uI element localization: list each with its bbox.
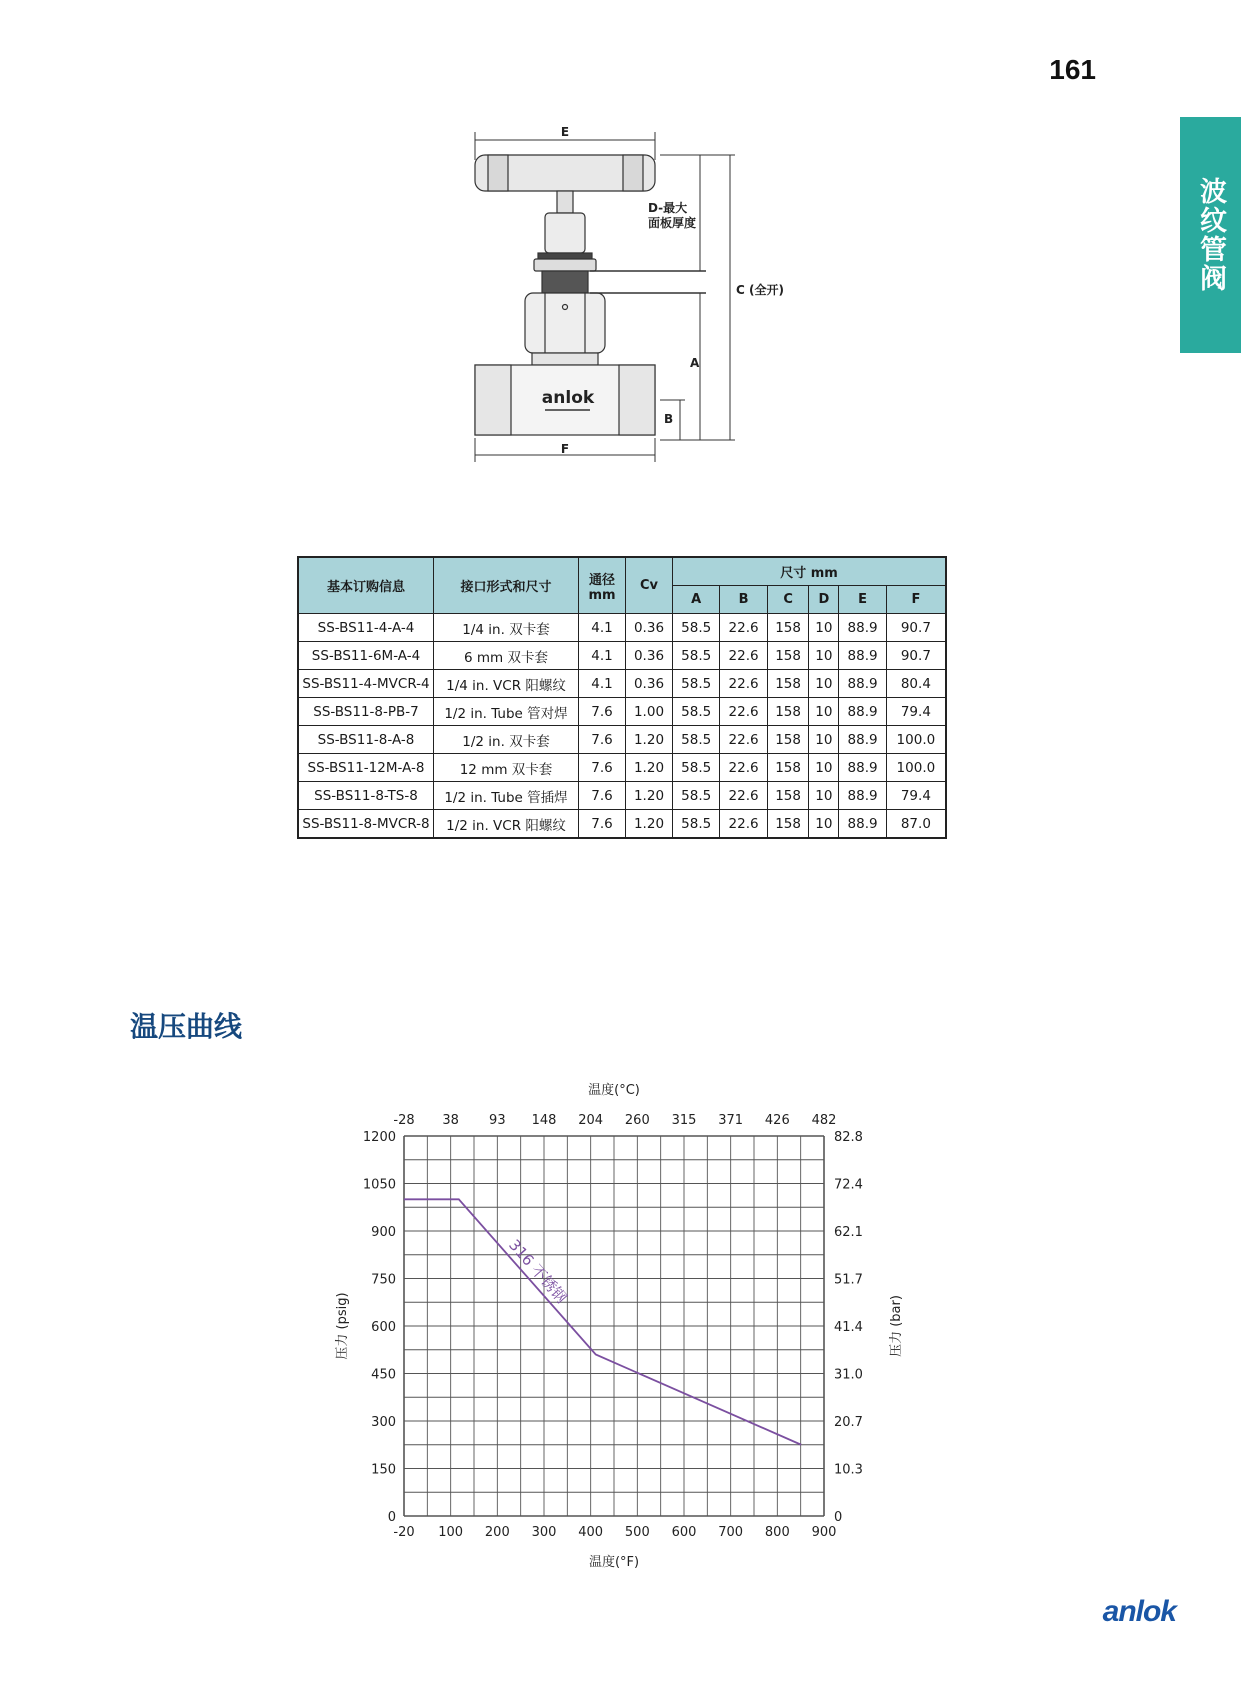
y2-axis-label: 压力 (bar) <box>889 1295 904 1357</box>
cell-connection: 1/2 in. 双卡套 <box>434 726 579 754</box>
y2-tick-label: 82.8 <box>834 1130 863 1145</box>
table-body <box>298 614 946 839</box>
x2-tick-label: -28 <box>393 1113 415 1128</box>
cell-orifice: 4.1 <box>579 614 626 642</box>
cell-c: 158 <box>767 670 809 698</box>
x-tick-label: -20 <box>393 1525 415 1540</box>
section-tab <box>1180 117 1241 353</box>
x2-tick-label: 260 <box>624 1113 650 1128</box>
cell-a: 58.5 <box>673 754 720 782</box>
cell-b: 22.6 <box>720 810 767 839</box>
cell-part: SS-BS11-8-A-8 <box>298 726 434 754</box>
table-row <box>298 698 946 726</box>
x2-axis-label: 温度(°C) <box>588 1083 640 1098</box>
cell-part: SS-BS11-12M-A-8 <box>298 754 434 782</box>
dim-label-d-2: 面板厚度 <box>648 216 697 230</box>
y-tick-label: 600 <box>371 1320 396 1335</box>
table-row <box>298 614 946 642</box>
header-cv: Cv <box>626 557 673 614</box>
y-tick-label: 150 <box>371 1462 396 1478</box>
header-orifice-line2: mm <box>588 587 616 603</box>
brand-logo: anlok <box>1102 1595 1176 1628</box>
cell-b: 22.6 <box>720 754 767 782</box>
header-dims: 尺寸 mm <box>673 557 947 586</box>
cell-cv: 0.36 <box>626 614 673 642</box>
cell-e: 88.9 <box>839 614 886 642</box>
cell-c: 158 <box>767 642 809 670</box>
cell-connection: 6 mm 双卡套 <box>434 642 579 670</box>
cell-cv: 1.20 <box>626 782 673 810</box>
y2-tick-label: 31.0 <box>834 1367 863 1383</box>
dim-label-d-1: D-最大 <box>648 201 688 215</box>
cell-connection: 1/4 in. 双卡套 <box>434 614 579 642</box>
x2-tick-label: 93 <box>489 1113 506 1128</box>
x2-tick-label: 371 <box>718 1113 744 1128</box>
cell-d: 10 <box>809 698 839 726</box>
cell-f: 100.0 <box>886 754 946 782</box>
y2-tick-label: 0 <box>834 1510 843 1525</box>
series-line <box>404 1199 801 1444</box>
cell-cv: 1.20 <box>626 754 673 782</box>
y2-tick-label: 41.4 <box>834 1320 863 1335</box>
y-tick-label: 900 <box>371 1225 396 1240</box>
cell-orifice: 7.6 <box>579 726 626 754</box>
x2-tick-label: 482 <box>811 1113 837 1128</box>
cell-part: SS-BS11-8-MVCR-8 <box>298 810 434 839</box>
x2-tick-label: 426 <box>764 1113 790 1128</box>
cell-e: 88.9 <box>839 670 886 698</box>
valve-dimension-drawing <box>460 120 830 465</box>
y-tick-label: 750 <box>371 1272 396 1288</box>
x-tick-label: 600 <box>671 1525 697 1540</box>
cell-orifice: 7.6 <box>579 810 626 839</box>
x2-tick-label: 315 <box>671 1113 697 1128</box>
cell-c: 158 <box>767 810 809 839</box>
cell-e: 88.9 <box>839 810 886 839</box>
cell-connection: 1/2 in. Tube 管插焊 <box>434 782 579 810</box>
y-tick-label: 450 <box>371 1367 396 1383</box>
cell-f: 100.0 <box>886 726 946 754</box>
y-tick-label: 300 <box>371 1415 396 1430</box>
y-tick-label: 1050 <box>362 1177 396 1193</box>
pressure-temperature-chart <box>320 1070 920 1580</box>
x-tick-label: 500 <box>624 1525 650 1540</box>
cell-a: 58.5 <box>673 810 720 839</box>
cell-connection: 1/2 in. VCR 阳螺纹 <box>434 810 579 839</box>
y-tick-label: 0 <box>387 1510 396 1525</box>
header-orifice-line1: 通径 <box>588 572 615 588</box>
cell-e: 88.9 <box>839 726 886 754</box>
cell-orifice: 7.6 <box>579 782 626 810</box>
cell-a: 58.5 <box>673 782 720 810</box>
cell-part: SS-BS11-8-PB-7 <box>298 698 434 726</box>
cell-e: 88.9 <box>839 642 886 670</box>
cell-f: 80.4 <box>886 670 946 698</box>
cell-d: 10 <box>809 614 839 642</box>
table-row <box>298 670 946 698</box>
dim-label-a: A <box>690 356 700 370</box>
cell-f: 79.4 <box>886 782 946 810</box>
x-tick-label: 800 <box>764 1525 790 1540</box>
cell-d: 10 <box>809 670 839 698</box>
cell-b: 22.6 <box>720 642 767 670</box>
header-part: 基本订购信息 <box>298 557 434 614</box>
cell-f: 79.4 <box>886 698 946 726</box>
y2-tick-label: 51.7 <box>834 1272 863 1288</box>
cell-b: 22.6 <box>720 698 767 726</box>
header-connection: 接口形式和尺寸 <box>434 557 579 614</box>
dim-label-b: B <box>664 412 674 426</box>
dim-label-c: C (全开) <box>736 283 784 297</box>
y2-tick-label: 62.1 <box>834 1225 863 1240</box>
cell-c: 158 <box>767 698 809 726</box>
table-row <box>298 754 946 782</box>
header-f: F <box>886 586 946 614</box>
series-label: 316 不锈钢 <box>505 1236 571 1307</box>
cell-a: 58.5 <box>673 614 720 642</box>
cell-c: 158 <box>767 614 809 642</box>
cell-d: 10 <box>809 782 839 810</box>
dim-label-e: E <box>560 125 570 139</box>
cell-connection: 1/2 in. Tube 管对焊 <box>434 698 579 726</box>
cell-b: 22.6 <box>720 782 767 810</box>
header-c: C <box>767 586 809 614</box>
cell-a: 58.5 <box>673 670 720 698</box>
cell-cv: 1.20 <box>626 726 673 754</box>
cell-c: 158 <box>767 782 809 810</box>
y-tick-label: 1200 <box>362 1130 396 1145</box>
cell-d: 10 <box>809 754 839 782</box>
table-row <box>298 726 946 754</box>
cell-cv: 1.00 <box>626 698 673 726</box>
valve-logo: anlok <box>541 388 595 408</box>
cell-c: 158 <box>767 726 809 754</box>
y2-tick-label: 20.7 <box>834 1415 863 1430</box>
header-orifice <box>579 557 626 614</box>
cell-d: 10 <box>809 726 839 754</box>
cell-b: 22.6 <box>720 614 767 642</box>
header-e: E <box>839 586 886 614</box>
cell-f: 87.0 <box>886 810 946 839</box>
table-row <box>298 782 946 810</box>
section-tab-label: 波纹管阀 <box>1195 177 1226 293</box>
cell-part: SS-BS11-4-A-4 <box>298 614 434 642</box>
cell-a: 58.5 <box>673 642 720 670</box>
x2-tick-label: 38 <box>442 1113 459 1128</box>
table-row <box>298 642 946 670</box>
cell-part: SS-BS11-8-TS-8 <box>298 782 434 810</box>
cell-cv: 0.36 <box>626 670 673 698</box>
x-tick-label: 200 <box>484 1525 510 1540</box>
cell-orifice: 4.1 <box>579 642 626 670</box>
table-row <box>298 810 946 839</box>
cell-cv: 1.20 <box>626 810 673 839</box>
cell-connection: 1/4 in. VCR 阳螺纹 <box>434 670 579 698</box>
page-number: 161 <box>1049 54 1096 85</box>
x-tick-label: 900 <box>811 1525 837 1540</box>
cell-d: 10 <box>809 810 839 839</box>
cell-part: SS-BS11-4-MVCR-4 <box>298 670 434 698</box>
cell-e: 88.9 <box>839 754 886 782</box>
header-d: D <box>809 586 839 614</box>
cell-orifice: 7.6 <box>579 698 626 726</box>
cell-c: 158 <box>767 754 809 782</box>
cell-orifice: 7.6 <box>579 754 626 782</box>
cell-a: 58.5 <box>673 726 720 754</box>
cell-cv: 0.36 <box>626 642 673 670</box>
x-axis-label: 温度(°F) <box>588 1555 640 1570</box>
cell-a: 58.5 <box>673 698 720 726</box>
y-axis-label: 压力 (psig) <box>335 1292 350 1360</box>
header-b: B <box>720 586 767 614</box>
y2-tick-label: 72.4 <box>834 1177 863 1193</box>
x-tick-label: 700 <box>718 1525 744 1540</box>
header-a: A <box>673 586 720 614</box>
cell-part: SS-BS11-6M-A-4 <box>298 642 434 670</box>
x2-tick-label: 204 <box>578 1113 604 1128</box>
x-tick-label: 100 <box>438 1525 464 1540</box>
cell-orifice: 4.1 <box>579 670 626 698</box>
x2-tick-label: 148 <box>531 1113 557 1128</box>
x-tick-label: 400 <box>578 1525 604 1540</box>
x-tick-label: 300 <box>531 1525 557 1540</box>
dim-label-f: F <box>560 442 570 456</box>
cell-e: 88.9 <box>839 782 886 810</box>
ordering-table <box>297 556 947 839</box>
y2-tick-label: 10.3 <box>834 1462 863 1478</box>
cell-connection: 12 mm 双卡套 <box>434 754 579 782</box>
cell-e: 88.9 <box>839 698 886 726</box>
section-title: 温压曲线 <box>130 1010 243 1043</box>
cell-f: 90.7 <box>886 642 946 670</box>
cell-d: 10 <box>809 642 839 670</box>
cell-b: 22.6 <box>720 670 767 698</box>
cell-b: 22.6 <box>720 726 767 754</box>
cell-f: 90.7 <box>886 614 946 642</box>
